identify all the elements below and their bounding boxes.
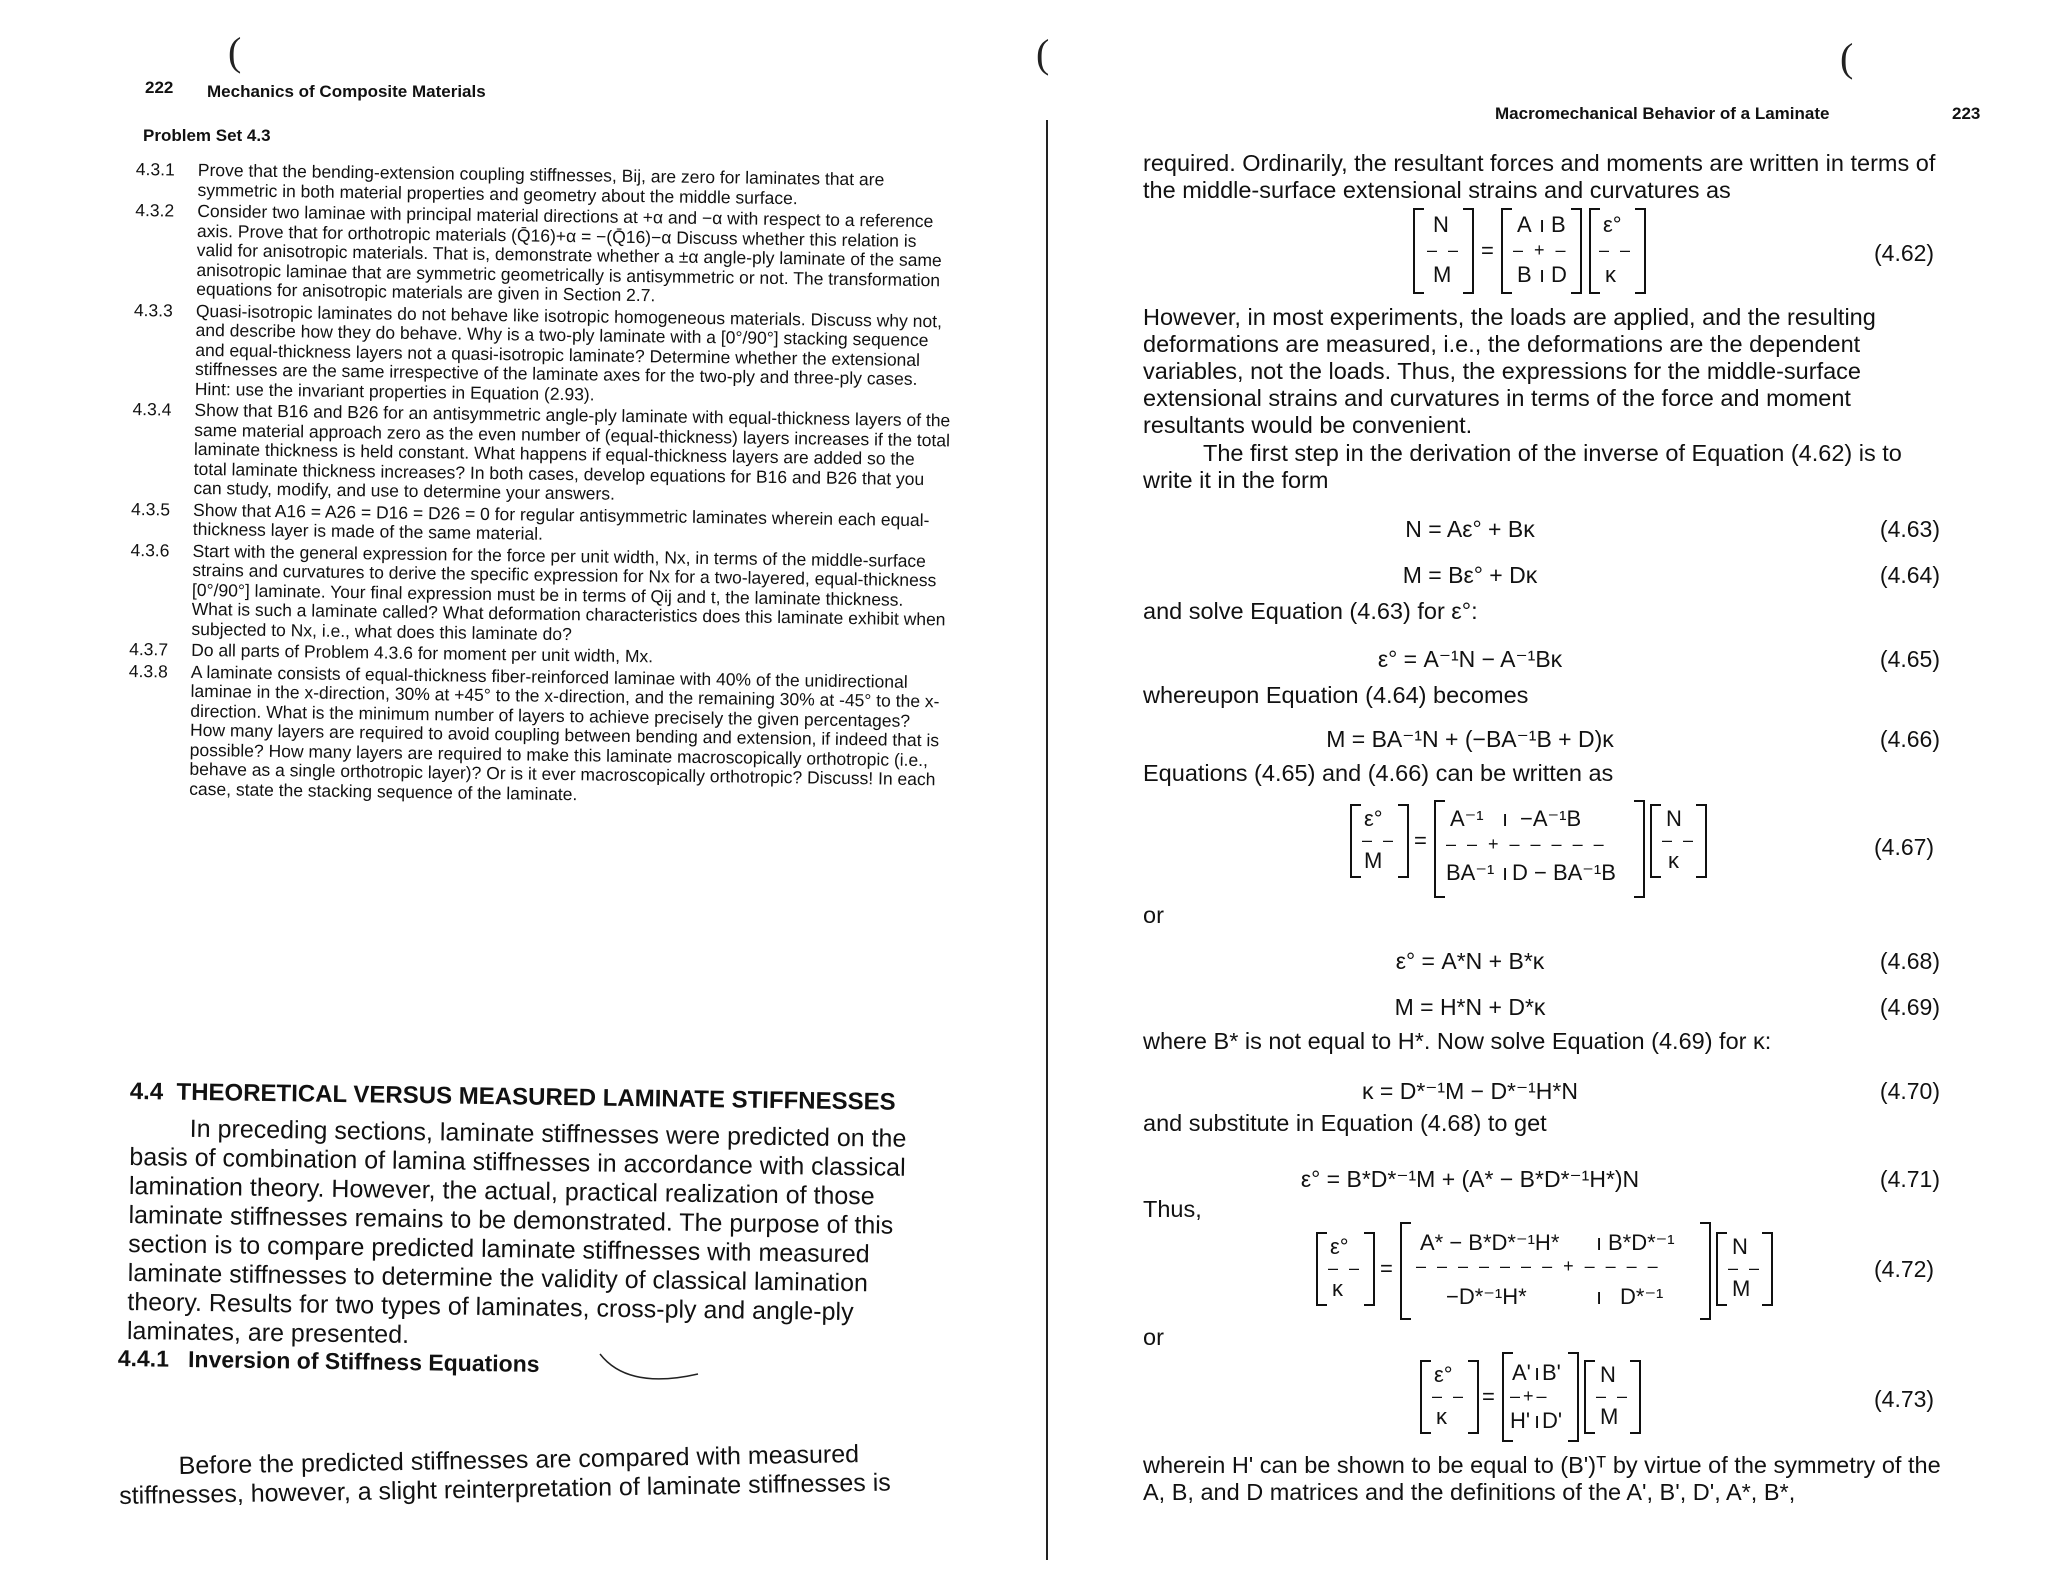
- section-title: THEORETICAL VERSUS MEASURED LAMINATE STIFFNESSES: [176, 1078, 896, 1116]
- equation-4-70: κ = D*⁻¹M − D*⁻¹H*N (4.70): [1362, 1078, 1940, 1104]
- problem-item: 4.3.2 Consider two laminae with principal material directions at +α and −α with respect to a reference axis. Prove that for orthotropic materials (Q̄16)+α = −(Q̄16)−α Discuss whether this relation is valid for anisotropic materials. That is, demonstrate whether a ±α angle-ply laminate of the same anisotropic laminae that are symmetric geometrically is antisymmetric or not. The transformation equations for anisotropic materials are given in Section 2.7.: [135, 199, 942, 306]
- left-page: [0, 0, 1020, 1582]
- problem-item: 4.3.3 Quasi-isotropic laminates do not behave like isotropic homogeneous materials. Discuss why not, and describe how they do behave. Why is a two-ply laminate with a [0°/90°] stacking sequence and equal-thickness layers not a quasi-isotropic laminate? Determine whether the extensional stiffnesses are the same irrespective of the laminate axes for the two-ply and three-ply cases. Hint: use the invariant properties in Equation (2.93).: [133, 299, 943, 404]
- equation-4-66: M = BA⁻¹N + (−BA⁻¹B + D)κ (4.66): [1326, 726, 1940, 752]
- equation-4-63: N = Aε° + Bκ (4.63): [1405, 516, 1940, 542]
- right-running-head: Macromechanical Behavior of a Laminate: [1495, 104, 1830, 123]
- text-thus: Thus,: [1143, 1196, 1202, 1222]
- left-running-head: Mechanics of Composite Materials: [207, 82, 486, 101]
- paragraph-wherein: wherein H' can be shown to be equal to (B')ᵀ by virtue of the symmetry of the A, B, and D matrices and the definitions of the A', B', D', A*, B*,: [1143, 1452, 1941, 1505]
- section-number: 4.4: [129, 1078, 164, 1106]
- equation-4-69: M = H*N + D*κ (4.69): [1394, 994, 1940, 1020]
- text-substitute: and substitute in Equation (4.68) to get: [1143, 1110, 1547, 1136]
- pen-mark: [598, 1352, 708, 1392]
- left-paren-mark: (: [228, 29, 242, 74]
- equation-4-65: ε° = A⁻¹N − A⁻¹Bκ (4.65): [1377, 646, 1940, 672]
- equation-4-71: ε° = B*D*⁻¹M + (A* − B*D*⁻¹H*)N (4.71): [1300, 1166, 1940, 1192]
- right-page-number: 223: [1952, 104, 1981, 123]
- subsection-paragraph: Before the predicted stiffnesses are compared with measured stiffnesses, however, a slight reinterpretation of laminate stiffnesses is: [118, 1440, 892, 1510]
- problem-set-title: Problem Set 4.3: [143, 126, 271, 145]
- problem-item: 4.3.8 A laminate consists of equal-thickness fiber-reinforced laminae with 40% of the unidirectional laminae in the x-direction, 30% at +45° to the x-direction, and the remaining 30% at -45° to the x-direction. What is the minimum number of layers to achieve precisely the given percentages? How many layers are required to avoid coupling between bending and extension, if indeed that is possible? How many layers are required to make this laminate macroscopically orthotropic (i.e., behave as a single orthotropic layer)? Or is it ever macroscopically orthotropic? Discuss! In each case, state the stacking sequence of the laminate.: [128, 660, 940, 804]
- problem-item: 4.3.4 Show that B16 and B26 for an antisymmetric angle-ply laminate with equal-thickness layers of the same material approach zero as the even number of (equal-thickness) layers increases if the total laminate thickness is held constant. What happens if equal-thickness layers are added so the total laminate thickness increases? In both cases, develop equations for B16 and B26 that you can study, modify, and use to determine your answers.: [132, 398, 951, 504]
- text-whereupon: whereupon Equation (4.64) becomes: [1143, 682, 1529, 708]
- equation-4-64: M = Bε° + Dκ (4.64): [1402, 562, 1940, 588]
- paragraph-however: However, in most experiments, the loads are applied, and the resulting deformations are measured, i.e., the deformations are the dependent variables, not the loads. Thus, the expressions for the middle-surface extensional strains and curvatures in terms of the force and moment resultants would be convenient.: [1143, 304, 1876, 438]
- text-written: Equations (4.65) and (4.66) can be written as: [1143, 760, 1614, 786]
- equation-number: (4.72): [1874, 1256, 1935, 1282]
- equation-number: (4.62): [1874, 240, 1935, 266]
- paragraph-first-step: The first step in the derivation of the inverse of Equation (4.62) is to write it in the form: [1143, 440, 1902, 493]
- center-paren-mark: (: [1036, 31, 1050, 76]
- text-or: or: [1143, 902, 1164, 928]
- equation-4-62: N – – M = A ı B – + – B ı D ε° – – κ: [1413, 208, 1673, 296]
- subsection-title: Inversion of Stiffness Equations: [187, 1345, 540, 1377]
- problem-list: [127, 160, 954, 811]
- text-where: where B* is not equal to H*. Now solve Equation (4.69) for κ:: [1143, 1028, 1772, 1054]
- section-paragraph: In preceding sections, laminate stiffnesses were predicted on the basis of combination of lamina stiffnesses in accordance with classical lamination theory. However, the actual, practical realization of those laminate stiffnesses remains to be demonstrated. The purpose of this section is to compare predicted laminate stiffnesses with measured laminate stiffnesses to determine the validity of classical lamination theory. Results for two types of laminates, cross-ply and angle-ply laminates, are presented.: [126, 1114, 907, 1349]
- equation-4-72: ε° – – κ = A* − B*D*⁻¹H* ı B*D*⁻¹ – – – – – – – + – – – – −D*⁻¹H* ı D*⁻¹ N – – M: [1316, 1222, 1816, 1322]
- equation-4-67: ε° – – M = A⁻¹ ı −A⁻¹B – – + – – – – – BA⁻¹ ı D − BA⁻¹B N – – κ: [1350, 800, 1770, 900]
- equation-4-73: ε° – – κ = A' ı B' –+– H' ı D' N – – M: [1420, 1352, 1720, 1452]
- problem-item: 4.3.1 Prove that the bending-extension coupling stiffnesses, Bij, are zero for laminates that are symmetric in both material properties and geometry about the middle surface.: [135, 159, 885, 208]
- paragraph-required: required. Ordinarily, the resultant forces and moments are written in terms of the middle-surface extensional strains and curvatures as: [1143, 150, 1936, 203]
- left-page-number: 222: [145, 78, 174, 97]
- equation-4-68: ε° = A*N + B*κ (4.68): [1395, 948, 1940, 974]
- problem-item: 4.3.7 Do all parts of Problem 4.3.6 for moment per unit width, Mx.: [129, 638, 654, 667]
- text-or: or: [1143, 1324, 1164, 1350]
- right-paren-mark: (: [1840, 35, 1854, 80]
- problem-item: 4.3.5 Show that A16 = A26 = D16 = D26 = 0 for regular antisymmetric laminates wherein each equal-thickness layer is made of the same material.: [130, 498, 930, 544]
- equation-number: (4.67): [1874, 834, 1935, 860]
- section-heading: [130, 1078, 960, 1118]
- problem-item: 4.3.6 Start with the general expression for the force per unit width, Nx, in terms of the middle-surface strains and curvatures to derive the specific expression for Nx for a two-layered, equal-thickness [0°/90°] laminate. Your final expression must be in terms of Qij and t, the laminate thickness. What is such a laminate called? What deformation characteristics does this laminate exhibit when subjected to Nx, i.e., what does this laminate do?: [130, 539, 946, 644]
- equation-number: (4.73): [1874, 1386, 1935, 1412]
- text-solve: and solve Equation (4.63) for ε°:: [1143, 598, 1478, 624]
- subsection-number: 4.4.1: [117, 1345, 170, 1372]
